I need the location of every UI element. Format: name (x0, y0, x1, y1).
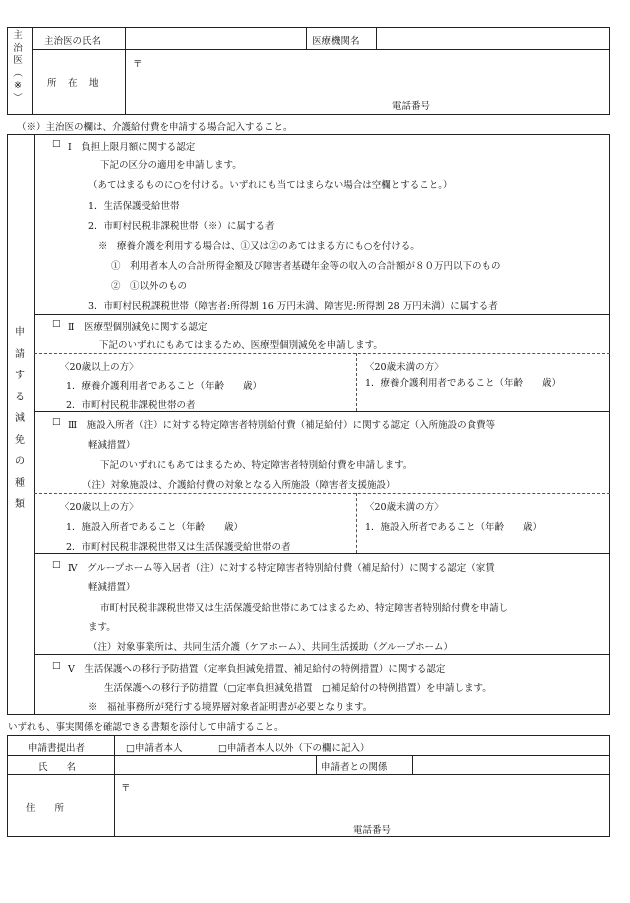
doctor-side-label: 主 治 医 ︵ ※ ︶ (13, 30, 23, 104)
doctor-name-label: 主治医の氏名 (44, 36, 102, 47)
dashed-divider (34, 353, 610, 354)
section-2-line: 下記のいずれにもあてはまるため、医療型個別減免を申請します。 (99, 340, 383, 351)
postal-mark: 〒 (133, 59, 143, 70)
divider (316, 755, 317, 774)
dashed-divider (34, 493, 610, 494)
divider (34, 134, 35, 715)
section-1-instruction: （あてはまるものに○を付ける。いずれにも当てはまらない場合は空欄とすること。） (88, 180, 453, 191)
doctor-note: （※）主治医の欄は、介護給付費を申請する場合記入すること。 (17, 122, 293, 133)
section-3-line: 下記のいずれにもあてはまるため、特定障害者特別給付費を申請します。 (100, 460, 413, 471)
section-1-note: ※ 療養介護を利用する場合は、①又は②のあてはまる方にも○を付ける。 (98, 241, 420, 252)
section-4-checkbox[interactable]: □ (52, 560, 61, 570)
section-3-left-item-2[interactable]: 2．市町村民税非課税世帯又は生活保護受給世帯の者 (66, 542, 291, 553)
section-4-title-cont: 軽減措置） (88, 582, 136, 593)
section-2-right-item-1[interactable]: 1．療養介護利用者であること（年齢 歳） (365, 378, 562, 389)
section-3-note: （注）対象施設は、介護給付費の対象となる入所施設（障害者支援施設） (82, 480, 396, 491)
dashed-divider (356, 493, 357, 553)
section-2-left-item-2[interactable]: 2．市町村民税非課税世帯の者 (66, 400, 196, 411)
submitter-label: 申請書提出者 (28, 743, 86, 754)
section-4-title: Ⅳ グループホーム等入居者（注）に対する特定障害者特別給付費（補足給付）に関する認定（家賃 (68, 563, 495, 574)
section-4-line-cont: ます。 (88, 622, 116, 633)
submitter-option-self[interactable]: □申請者本人 (126, 743, 183, 754)
attach-note: いずれも、事実関係を確認できる書類を添付して申請すること。 (8, 722, 284, 733)
section-5-line[interactable]: 生活保護への移行予防措置（□定率負担減免措置 □補足給付の特例措置）を申請します。 (104, 683, 492, 694)
section-1-item-1[interactable]: 1．生活保護受給世帯 (88, 201, 180, 212)
divider (306, 27, 307, 49)
section-1-sub-1[interactable]: ① 利用者本人の合計所得金額及び障害者基礎年金等の収入の合計額が８０万円以下のもの (111, 261, 501, 272)
doctor-name-field[interactable] (126, 28, 305, 48)
section-2-left-head: 〈20歳以上の方〉 (60, 362, 139, 373)
doctor-address-label: 所 在 地 (47, 78, 100, 89)
section-5-title: Ⅴ 生活保護への移行予防措置（定率負担減免措置、補足給付の特例措置）に関する認定 (68, 664, 446, 675)
section-5-checkbox[interactable]: □ (52, 661, 61, 671)
section-2-title: Ⅱ 医療型個別減免に関する認定 (68, 322, 208, 333)
submitter-phone-label: 電話番号 (353, 825, 392, 836)
submitter-name-field[interactable] (115, 756, 315, 773)
postal-mark: 〒 (121, 783, 131, 794)
section-3-checkbox[interactable]: □ (52, 417, 61, 427)
institution-label: 医療機関名 (312, 36, 360, 47)
section-3-left-head: 〈20歳以上の方〉 (60, 502, 139, 513)
section-2-right-head: 〈20歳未満の方〉 (365, 362, 444, 373)
section-1-item-2[interactable]: 2．市町村民税非課税世帯（※）に属する者 (88, 221, 275, 232)
section-1-line: 下記の区分の適用を申請します。 (100, 160, 242, 171)
institution-field[interactable] (377, 28, 609, 48)
divider (34, 654, 610, 655)
divider (32, 27, 33, 115)
reduction-side-label: 申 請 す る 減 免 の 種 類 (15, 327, 25, 510)
divider (34, 553, 610, 554)
doctor-address-field[interactable] (126, 50, 609, 114)
section-3-left-item-1[interactable]: 1．施設入所者であること（年齢 歳） (66, 522, 244, 533)
section-1-item-3[interactable]: 3．市町村民税課税世帯（障害者:所得割 16 万円未満、障害児:所得割 28 万円未満）に属する者 (88, 301, 498, 312)
section-4-line: 市町村民税非課税世帯又は生活保護受給世帯にあてはまるため、特定障害者特別給付費を申請し (100, 603, 509, 614)
section-3-title: Ⅲ 施設入所者（注）に対する特定障害者特別給付費（補足給付）に関する認定（入所施設の食費等 (68, 420, 496, 431)
relation-field[interactable] (413, 756, 609, 773)
section-1-checkbox[interactable]: □ (52, 139, 61, 149)
section-3-title-cont: 軽減措置） (88, 440, 136, 451)
section-2-checkbox[interactable]: □ (52, 319, 61, 329)
section-3-right-head: 〈20歳未満の方〉 (365, 502, 444, 513)
section-1-sub-2[interactable]: ② ①以外のもの (111, 281, 188, 292)
section-3-right-item-1[interactable]: 1．施設入所者であること（年齢 歳） (365, 522, 543, 533)
section-4-note: （注）対象事業所は、共同生活介護（ケアホーム）、共同生活援助（グループホーム） (88, 642, 453, 653)
relation-label: 申請者との関係 (321, 762, 388, 773)
section-2-left-item-1[interactable]: 1．療養介護利用者であること（年齢 歳） (66, 381, 263, 392)
divider (34, 314, 610, 315)
submitter-option-other[interactable]: □申請者本人以外（下の欄に記入） (218, 743, 370, 754)
section-1-title: Ⅰ 負担上限月額に関する認定 (68, 142, 196, 153)
dashed-divider (356, 353, 357, 411)
submitter-name-label: 氏 名 (38, 762, 77, 773)
section-5-note: ※ 福祉事務所が発行する境界層対象者証明書が必要となります。 (88, 702, 373, 713)
doctor-phone-label: 電話番号 (392, 101, 431, 112)
divider (34, 411, 610, 412)
submitter-address-label: 住 所 (26, 803, 65, 814)
